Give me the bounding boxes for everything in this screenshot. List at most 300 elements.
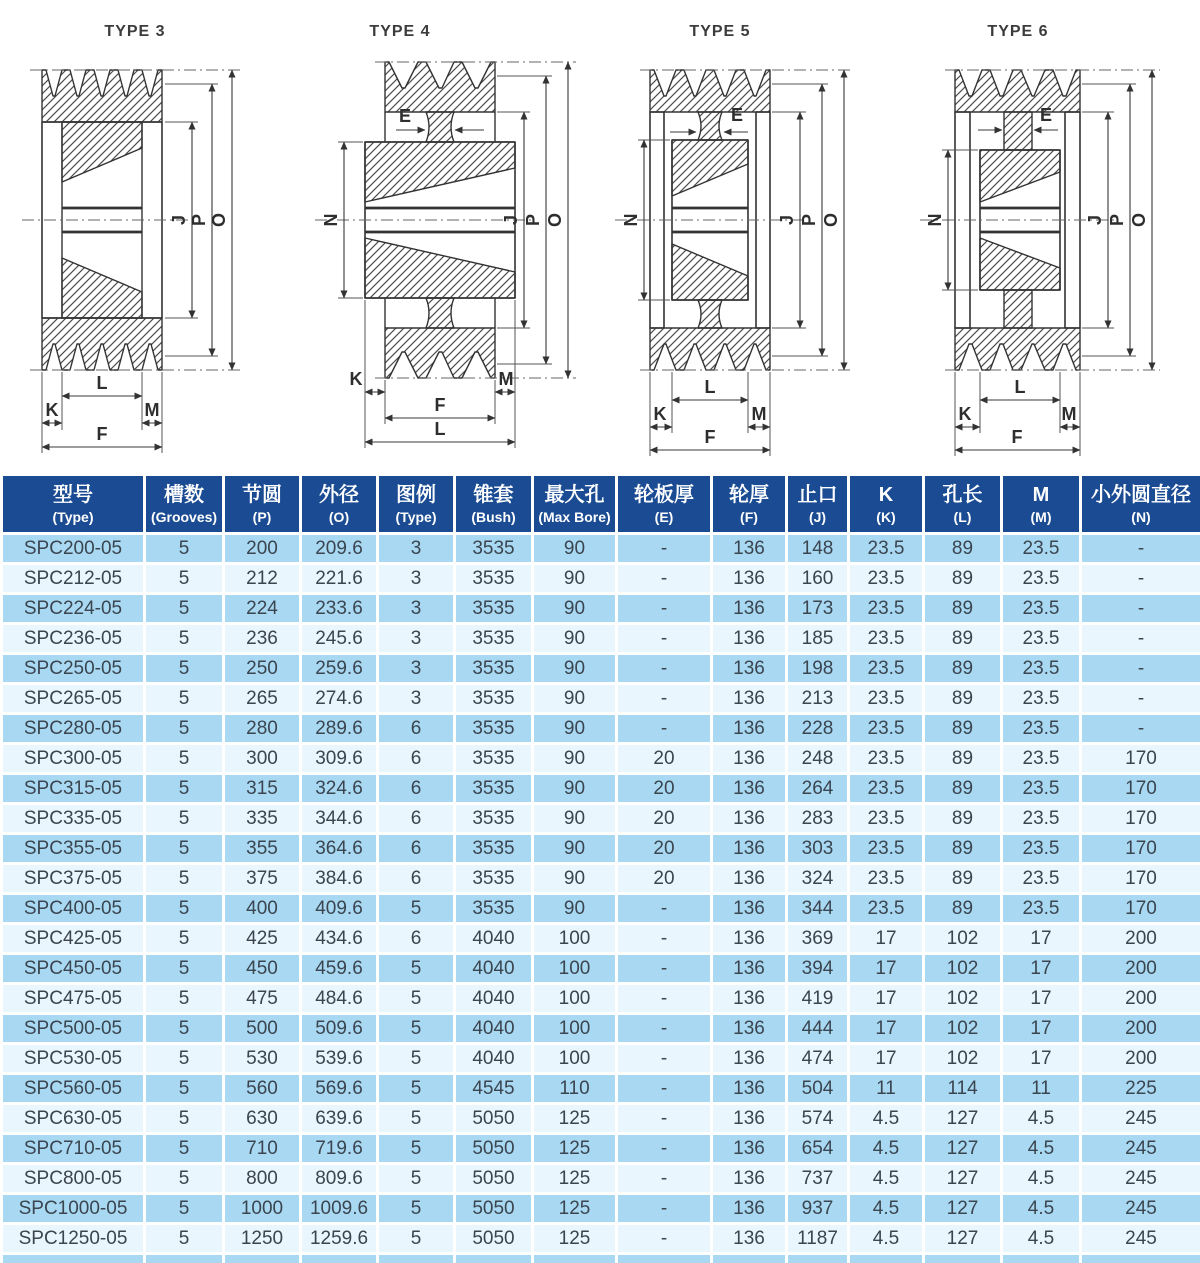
table-cell: 17 <box>849 1014 924 1044</box>
column-header: 型号 (Type) <box>2 475 145 534</box>
table-cell: 4040 <box>455 924 533 954</box>
table-cell: 23.5 <box>1002 534 1081 564</box>
table-cell: 11 <box>1002 1074 1081 1104</box>
table-cell: - <box>617 1074 712 1104</box>
table-cell: 5 <box>145 534 224 564</box>
table-cell: 89 <box>924 804 1002 834</box>
table-cell: - <box>617 894 712 924</box>
table-cell: 5 <box>145 1044 224 1074</box>
table-cell: 5050 <box>455 1164 533 1194</box>
table-cell: 4.5 <box>1002 1134 1081 1164</box>
table-cell: 5 <box>378 1164 455 1194</box>
table-cell: 1000 <box>224 1194 301 1224</box>
table-cell: 170 <box>1081 804 1200 834</box>
table-cell: 136 <box>712 1194 787 1224</box>
table-cell: 125 <box>533 1224 617 1254</box>
table-cell: 4.5 <box>849 1194 924 1224</box>
table-cell: 20 <box>617 774 712 804</box>
dim-label-n: N <box>321 213 341 227</box>
table-cell: 800 <box>224 1164 301 1194</box>
table-cell: - <box>1081 594 1200 624</box>
diagram-title: TYPE 6 <box>987 23 1049 40</box>
table-body <box>2 534 1200 1263</box>
table-cell <box>533 1254 617 1263</box>
table-cell: 90 <box>533 624 617 654</box>
table-cell: 425 <box>224 924 301 954</box>
table-cell: 5 <box>378 1104 455 1134</box>
table-cell: SPC224-05 <box>2 594 145 624</box>
table-cell: 3 <box>378 534 455 564</box>
table-cell <box>787 1254 849 1263</box>
table-header-row <box>2 475 1200 534</box>
table-cell: 5 <box>145 684 224 714</box>
table-cell <box>712 1254 787 1263</box>
table-cell: - <box>617 564 712 594</box>
table-cell: 127 <box>924 1164 1002 1194</box>
table-cell: 136 <box>712 984 787 1014</box>
table-cell: - <box>617 1014 712 1044</box>
table-cell: 3 <box>378 684 455 714</box>
dim-label-p: P <box>1107 213 1127 227</box>
table-cell: 90 <box>533 594 617 624</box>
dim-label-f: F <box>434 395 446 415</box>
dim-label-m: M <box>498 369 514 389</box>
table-cell: - <box>1081 714 1200 744</box>
table-cell: 324 <box>787 864 849 894</box>
dim-label-k: K <box>45 400 59 420</box>
table-cell: 170 <box>1081 774 1200 804</box>
table-cell: 89 <box>924 774 1002 804</box>
table-cell: 5 <box>145 774 224 804</box>
table-cell: 136 <box>712 864 787 894</box>
table-cell: 289.6 <box>301 714 378 744</box>
table-row <box>2 1044 1200 1074</box>
table-cell: 5 <box>145 1134 224 1164</box>
table-cell: 224 <box>224 594 301 624</box>
table-cell: 264 <box>787 774 849 804</box>
table-cell: 89 <box>924 714 1002 744</box>
table-cell: 245 <box>1081 1194 1200 1224</box>
column-header: 小外圆直径 (N) <box>1081 475 1200 534</box>
table-cell: 23.5 <box>849 834 924 864</box>
table-cell: 509.6 <box>301 1014 378 1044</box>
dim-label-n: N <box>621 213 641 227</box>
table-cell: 89 <box>924 564 1002 594</box>
table-cell <box>2 1254 145 1263</box>
table-cell: 136 <box>712 774 787 804</box>
table-cell: 5 <box>145 1074 224 1104</box>
table-row <box>2 714 1200 744</box>
table-cell: SPC300-05 <box>2 744 145 774</box>
table-cell: 20 <box>617 864 712 894</box>
table-cell: 17 <box>1002 954 1081 984</box>
table-cell: 5 <box>145 1164 224 1194</box>
table-cell: 90 <box>533 684 617 714</box>
table-cell: 474 <box>787 1044 849 1074</box>
spec-table <box>0 473 1200 1263</box>
table-cell: 23.5 <box>849 774 924 804</box>
table-cell: 6 <box>378 864 455 894</box>
table-cell: - <box>1081 624 1200 654</box>
table-cell: 23.5 <box>1002 894 1081 924</box>
table-cell: 6 <box>378 714 455 744</box>
table-cell: 3535 <box>455 654 533 684</box>
table-cell <box>378 1254 455 1263</box>
table-cell: 1009.6 <box>301 1194 378 1224</box>
table-row <box>2 774 1200 804</box>
dim-label-f: F <box>1011 427 1023 447</box>
dim-label-p: P <box>799 213 819 227</box>
table-cell: 3 <box>378 564 455 594</box>
table-cell: 89 <box>924 534 1002 564</box>
table-cell: SPC560-05 <box>2 1074 145 1104</box>
table-row <box>2 984 1200 1014</box>
table-cell: 23.5 <box>849 684 924 714</box>
table-cell: 4545 <box>455 1074 533 1104</box>
table-row <box>2 624 1200 654</box>
table-cell: 20 <box>617 804 712 834</box>
table-cell: 23.5 <box>849 624 924 654</box>
table-cell: 23.5 <box>1002 774 1081 804</box>
table-cell <box>924 1254 1002 1263</box>
table-cell: 5050 <box>455 1104 533 1134</box>
table-cell: 100 <box>533 1014 617 1044</box>
table-cell: 23.5 <box>1002 744 1081 774</box>
table-cell: SPC1000-05 <box>2 1194 145 1224</box>
table-cell: 170 <box>1081 744 1200 774</box>
table-cell: SPC530-05 <box>2 1044 145 1074</box>
dim-label-j: J <box>777 214 797 226</box>
table-cell: - <box>617 1104 712 1134</box>
table-cell: - <box>617 1044 712 1074</box>
table-cell: - <box>617 714 712 744</box>
table-cell: - <box>617 594 712 624</box>
table-cell: 5 <box>378 1044 455 1074</box>
table-cell <box>849 1254 924 1263</box>
dim-label-l: L <box>96 373 108 393</box>
table-cell: 89 <box>924 654 1002 684</box>
table-cell: 444 <box>787 1014 849 1044</box>
diagram-type-3 <box>0 0 300 461</box>
table-cell: 23.5 <box>1002 834 1081 864</box>
dim-label-n: N <box>925 213 945 227</box>
column-header: 槽数 (Grooves) <box>145 475 224 534</box>
table-cell: 136 <box>712 594 787 624</box>
table-cell: 127 <box>924 1104 1002 1134</box>
table-cell: 3535 <box>455 834 533 864</box>
diagram-type-4 <box>300 0 600 461</box>
table-cell: 5 <box>145 804 224 834</box>
table-cell: 280 <box>224 714 301 744</box>
column-header: 止口 (J) <box>787 475 849 534</box>
table-cell: 4.5 <box>1002 1224 1081 1254</box>
table-cell: 3 <box>378 654 455 684</box>
table-cell: 90 <box>533 534 617 564</box>
dim-label-e: E <box>730 105 744 125</box>
table-cell: 136 <box>712 1134 787 1164</box>
table-cell: 5 <box>378 1194 455 1224</box>
table-cell: 539.6 <box>301 1044 378 1074</box>
table-cell: 136 <box>712 834 787 864</box>
table-cell: 17 <box>849 1044 924 1074</box>
column-header: 外径 (O) <box>301 475 378 534</box>
table-cell: 89 <box>924 894 1002 924</box>
table-cell: - <box>617 654 712 684</box>
table-cell: 102 <box>924 954 1002 984</box>
table-row <box>2 1074 1200 1104</box>
table-cell: SPC200-05 <box>2 534 145 564</box>
table-cell: 459.6 <box>301 954 378 984</box>
dim-label-m: M <box>1061 404 1077 424</box>
table-row <box>2 534 1200 564</box>
table-cell: 136 <box>712 924 787 954</box>
table-cell: 17 <box>849 954 924 984</box>
dim-label-j: J <box>501 214 521 226</box>
table-cell: 221.6 <box>301 564 378 594</box>
table-cell: - <box>617 534 712 564</box>
table-cell: 89 <box>924 684 1002 714</box>
table-cell: 259.6 <box>301 654 378 684</box>
table-cell: 17 <box>1002 1044 1081 1074</box>
table-cell: - <box>1081 684 1200 714</box>
table-cell: 5 <box>145 744 224 774</box>
diagram-strip <box>0 0 1200 461</box>
table-cell: 170 <box>1081 894 1200 924</box>
table-cell: 245 <box>1081 1104 1200 1134</box>
table-cell: 23.5 <box>849 564 924 594</box>
table-cell: 5050 <box>455 1134 533 1164</box>
table-cell: 23.5 <box>1002 624 1081 654</box>
table-cell: 5 <box>145 834 224 864</box>
table-cell: 20 <box>617 834 712 864</box>
column-header: 图例 (Type) <box>378 475 455 534</box>
table-cell: SPC315-05 <box>2 774 145 804</box>
table-cell: 136 <box>712 1014 787 1044</box>
table-cell: 23.5 <box>849 714 924 744</box>
table-cell: - <box>617 1224 712 1254</box>
table-cell: 213 <box>787 684 849 714</box>
table-cell: 90 <box>533 654 617 684</box>
table-cell: 102 <box>924 1014 1002 1044</box>
table-row <box>2 1194 1200 1224</box>
table-cell: 170 <box>1081 864 1200 894</box>
table-cell: 90 <box>533 804 617 834</box>
table-cell: 136 <box>712 1104 787 1134</box>
table-cell: 102 <box>924 924 1002 954</box>
dim-label-j: J <box>1085 214 1105 226</box>
table-cell: 6 <box>378 924 455 954</box>
table-cell: - <box>617 1164 712 1194</box>
table-cell: 3535 <box>455 744 533 774</box>
table-cell: - <box>617 684 712 714</box>
table-cell: 225 <box>1081 1074 1200 1104</box>
table-cell: 375 <box>224 864 301 894</box>
table-cell: 89 <box>924 594 1002 624</box>
table-cell: 369 <box>787 924 849 954</box>
column-header: K (K) <box>849 475 924 534</box>
table-cell: 200 <box>1081 1014 1200 1044</box>
table-cell: 364.6 <box>301 834 378 864</box>
table-cell <box>1002 1254 1081 1263</box>
table-cell: - <box>1081 654 1200 684</box>
table-cell: 283 <box>787 804 849 834</box>
table-cell <box>455 1254 533 1263</box>
table-cell: 23.5 <box>1002 594 1081 624</box>
table-cell: 719.6 <box>301 1134 378 1164</box>
table-cell: 4.5 <box>849 1164 924 1194</box>
table-row <box>2 864 1200 894</box>
table-cell: SPC450-05 <box>2 954 145 984</box>
table-cell: 136 <box>712 714 787 744</box>
table-cell: 125 <box>533 1104 617 1134</box>
table-cell: 5 <box>145 1104 224 1134</box>
table-row <box>2 804 1200 834</box>
table-cell: 809.6 <box>301 1164 378 1194</box>
table-cell: 1250 <box>224 1224 301 1254</box>
table-cell: 136 <box>712 564 787 594</box>
table-cell: 245 <box>1081 1134 1200 1164</box>
table-cell: 90 <box>533 834 617 864</box>
table-cell: 4.5 <box>849 1134 924 1164</box>
table-cell: 100 <box>533 984 617 1014</box>
table-cell: 23.5 <box>1002 714 1081 744</box>
table-cell: 5 <box>145 1194 224 1224</box>
table-cell: 100 <box>533 924 617 954</box>
dim-label-o: O <box>209 212 229 228</box>
table-cell: 17 <box>1002 924 1081 954</box>
table-cell: 23.5 <box>1002 654 1081 684</box>
dim-label-f: F <box>96 424 108 444</box>
table-cell: 17 <box>849 924 924 954</box>
table-cell: SPC1250-05 <box>2 1224 145 1254</box>
table-cell: 89 <box>924 624 1002 654</box>
table-cell: 344 <box>787 894 849 924</box>
table-cell: 4.5 <box>1002 1164 1081 1194</box>
table-cell: 394 <box>787 954 849 984</box>
table-cell: 3535 <box>455 894 533 924</box>
table-cell: 5 <box>145 594 224 624</box>
diagram-type-6 <box>900 0 1200 461</box>
table-cell: 160 <box>787 564 849 594</box>
dim-label-j: J <box>169 214 189 226</box>
table-row-partial <box>2 1254 1200 1263</box>
table-cell: 569.6 <box>301 1074 378 1104</box>
dim-label-l: L <box>1014 377 1026 397</box>
table-cell: 89 <box>924 864 1002 894</box>
table-cell: SPC236-05 <box>2 624 145 654</box>
table-cell: SPC280-05 <box>2 714 145 744</box>
table-cell: SPC400-05 <box>2 894 145 924</box>
table-cell: 3535 <box>455 594 533 624</box>
table-cell: 324.6 <box>301 774 378 804</box>
table-cell: SPC355-05 <box>2 834 145 864</box>
table-cell: SPC375-05 <box>2 864 145 894</box>
table-cell: 4040 <box>455 954 533 984</box>
dim-label-l: L <box>704 377 716 397</box>
table-cell: 335 <box>224 804 301 834</box>
table-cell: 200 <box>1081 954 1200 984</box>
table-cell: 530 <box>224 1044 301 1074</box>
table-row <box>2 924 1200 954</box>
table-cell: 136 <box>712 684 787 714</box>
table-cell: 23.5 <box>849 744 924 774</box>
table-row <box>2 564 1200 594</box>
table-cell: 23.5 <box>849 804 924 834</box>
table-cell: 127 <box>924 1134 1002 1164</box>
dim-label-o: O <box>545 212 565 228</box>
table-cell: 89 <box>924 834 1002 864</box>
table-row <box>2 594 1200 624</box>
table-cell: 265 <box>224 684 301 714</box>
diagram-title: TYPE 3 <box>104 23 166 40</box>
table-cell: 23.5 <box>849 594 924 624</box>
table-cell: 173 <box>787 594 849 624</box>
table-cell: 4.5 <box>1002 1194 1081 1224</box>
table-cell: 11 <box>849 1074 924 1104</box>
table-cell: 136 <box>712 624 787 654</box>
table-cell: 5 <box>145 984 224 1014</box>
table-cell: 3535 <box>455 684 533 714</box>
table-cell: 560 <box>224 1074 301 1104</box>
dim-label-o: O <box>821 212 841 228</box>
table-cell: 3535 <box>455 564 533 594</box>
table-cell: 127 <box>924 1224 1002 1254</box>
table-cell: 5050 <box>455 1224 533 1254</box>
table-cell: 90 <box>533 744 617 774</box>
table-cell: - <box>617 1194 712 1224</box>
table-cell: 148 <box>787 534 849 564</box>
column-header: 节圆 (P) <box>224 475 301 534</box>
table-cell: 400 <box>224 894 301 924</box>
diagram-type-5 <box>600 0 900 461</box>
table-cell: 5 <box>378 1074 455 1104</box>
table-cell: 248 <box>787 744 849 774</box>
table-cell: SPC425-05 <box>2 924 145 954</box>
table-cell: 90 <box>533 564 617 594</box>
table-cell: 136 <box>712 894 787 924</box>
table-cell: 1187 <box>787 1224 849 1254</box>
table-cell: 100 <box>533 1044 617 1074</box>
table-cell: 5 <box>145 954 224 984</box>
table-cell: - <box>617 924 712 954</box>
table-cell: 6 <box>378 804 455 834</box>
table-cell: 4.5 <box>1002 1104 1081 1134</box>
table-cell: 5 <box>378 954 455 984</box>
column-header: 最大孔 (Max Bore) <box>533 475 617 534</box>
dim-label-l: L <box>434 419 446 439</box>
table-row <box>2 954 1200 984</box>
table-cell: 710 <box>224 1134 301 1164</box>
table-cell: 419 <box>787 984 849 1014</box>
table-cell: 200 <box>224 534 301 564</box>
table-cell: 3535 <box>455 804 533 834</box>
table-cell: SPC250-05 <box>2 654 145 684</box>
table-cell: 274.6 <box>301 684 378 714</box>
table-row <box>2 654 1200 684</box>
table-cell: SPC335-05 <box>2 804 145 834</box>
table-cell: 484.6 <box>301 984 378 1014</box>
table-cell: 5 <box>145 1224 224 1254</box>
table-cell: 20 <box>617 744 712 774</box>
table-cell: 245.6 <box>301 624 378 654</box>
table-cell: 409.6 <box>301 894 378 924</box>
table-cell: 125 <box>533 1194 617 1224</box>
table-cell: 639.6 <box>301 1104 378 1134</box>
table-cell: 198 <box>787 654 849 684</box>
table-cell: 574 <box>787 1104 849 1134</box>
table-cell: SPC475-05 <box>2 984 145 1014</box>
table-cell: 136 <box>712 654 787 684</box>
